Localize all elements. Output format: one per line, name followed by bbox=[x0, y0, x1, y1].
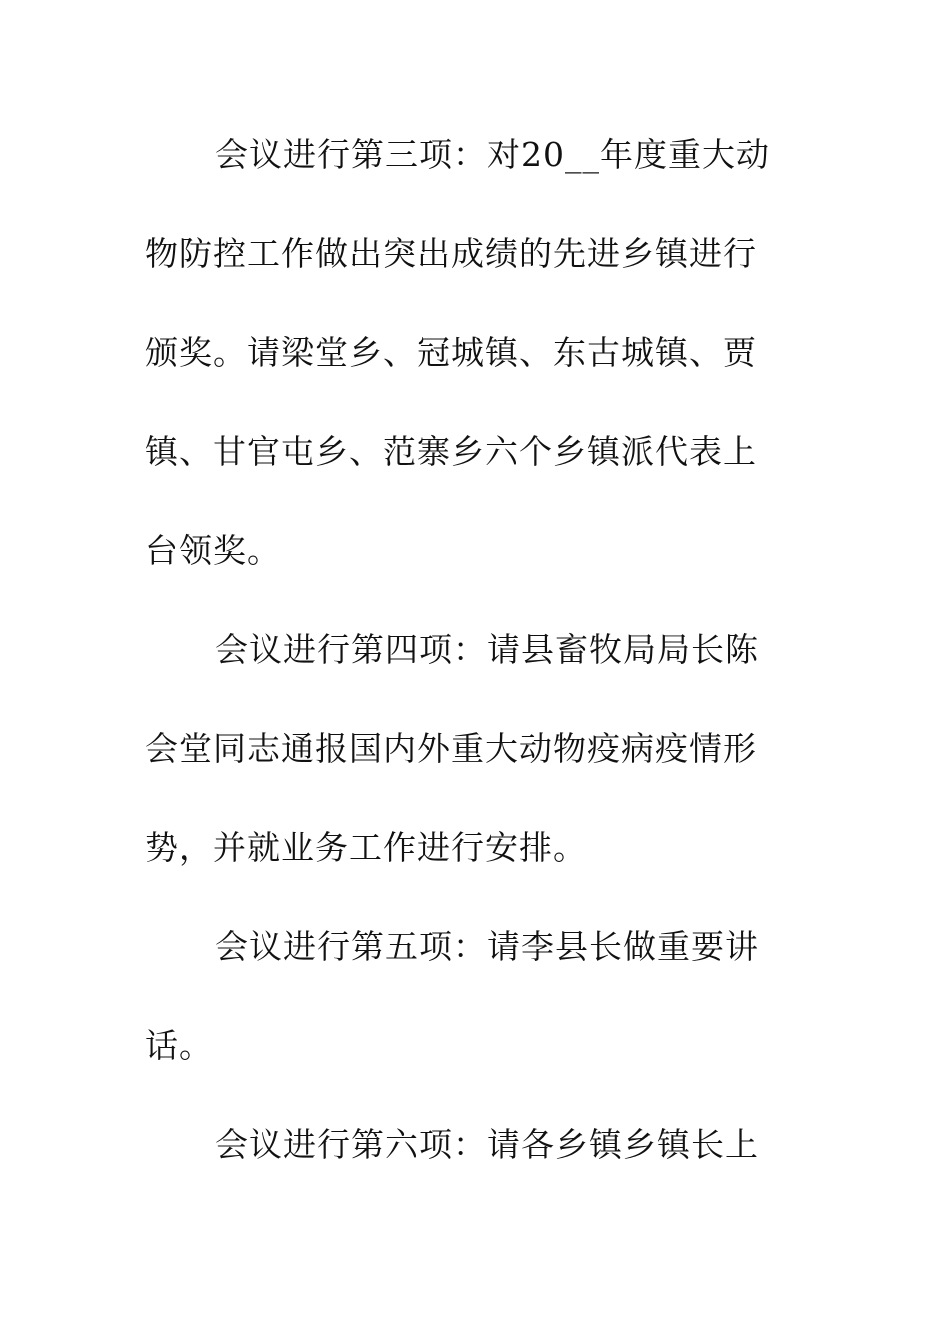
document-body bbox=[145, 122, 785, 1211]
paragraph-line: 台领奖。 bbox=[145, 531, 281, 570]
paragraph-line: 会议进行第三项：对20__年度重大动 bbox=[215, 135, 770, 174]
paragraph-line: 物防控工作做出突出成绩的先进乡镇进行 bbox=[145, 234, 757, 273]
paragraph-line: 镇、甘官屯乡、范寨乡六个乡镇派代表上 bbox=[145, 432, 757, 471]
paragraph-line: 会堂同志通报国内外重大动物疫病疫情形 bbox=[145, 729, 757, 768]
paragraph-line: 颁奖。请梁堂乡、冠城镇、东古城镇、贾 bbox=[145, 333, 757, 372]
paragraph-line: 会议进行第六项：请各乡镇乡镇长上 bbox=[215, 1125, 759, 1164]
paragraph-line: 会议进行第四项：请县畜牧局局长陈 bbox=[215, 630, 759, 669]
paragraph-line: 话。 bbox=[145, 1026, 213, 1065]
paragraph-line: 势，并就业务工作进行安排。 bbox=[145, 828, 587, 867]
paragraph-line: 会议进行第五项：请李县长做重要讲 bbox=[215, 927, 759, 966]
